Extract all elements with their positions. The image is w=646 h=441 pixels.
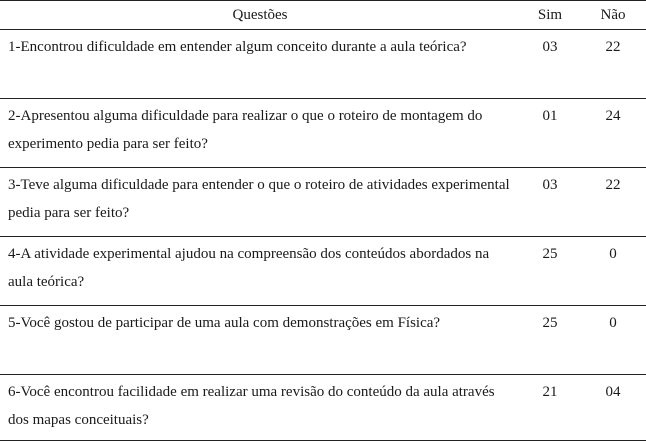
table-header xyxy=(0,1,646,30)
question-cell: 5-Você gostou de participar de uma aula com demonstrações em Física? xyxy=(0,306,520,375)
table-row xyxy=(0,99,646,168)
table-row xyxy=(0,375,646,441)
nao-cell: 24 xyxy=(580,99,646,168)
question-cell: 2-Apresentou alguma dificuldade para realizar o que o roteiro de montagem do experimento pedia para ser feito? xyxy=(0,99,520,168)
question-cell: 3-Teve alguma dificuldade para entender o que o roteiro de atividades experimental pedia para ser feito? xyxy=(0,168,520,237)
sim-cell: 01 xyxy=(520,99,580,168)
header-row xyxy=(0,1,646,30)
header-nao: Não xyxy=(580,1,646,30)
nao-cell: 22 xyxy=(580,30,646,99)
question-cell: 1-Encontrou dificuldade em entender algum conceito durante a aula teórica? xyxy=(0,30,520,99)
question-cell: 6-Você encontrou facilidade em realizar uma revisão do conteúdo da aula através dos mapas conceituais? xyxy=(0,375,520,441)
sim-cell: 03 xyxy=(520,30,580,99)
sim-cell: 03 xyxy=(520,168,580,237)
table-row xyxy=(0,30,646,99)
nao-cell: 22 xyxy=(580,168,646,237)
table-row xyxy=(0,306,646,375)
header-questoes: Questões xyxy=(0,1,520,30)
table-row xyxy=(0,168,646,237)
header-sim: Sim xyxy=(520,1,580,30)
sim-cell: 21 xyxy=(520,375,580,441)
sim-cell: 25 xyxy=(520,237,580,306)
nao-cell: 0 xyxy=(580,237,646,306)
table-body xyxy=(0,30,646,441)
question-cell: 4-A atividade experimental ajudou na compreensão dos conteúdos abordados na aula teórica? xyxy=(0,237,520,306)
nao-cell: 04 xyxy=(580,375,646,441)
sim-cell: 25 xyxy=(520,306,580,375)
table-row xyxy=(0,237,646,306)
nao-cell: 0 xyxy=(580,306,646,375)
